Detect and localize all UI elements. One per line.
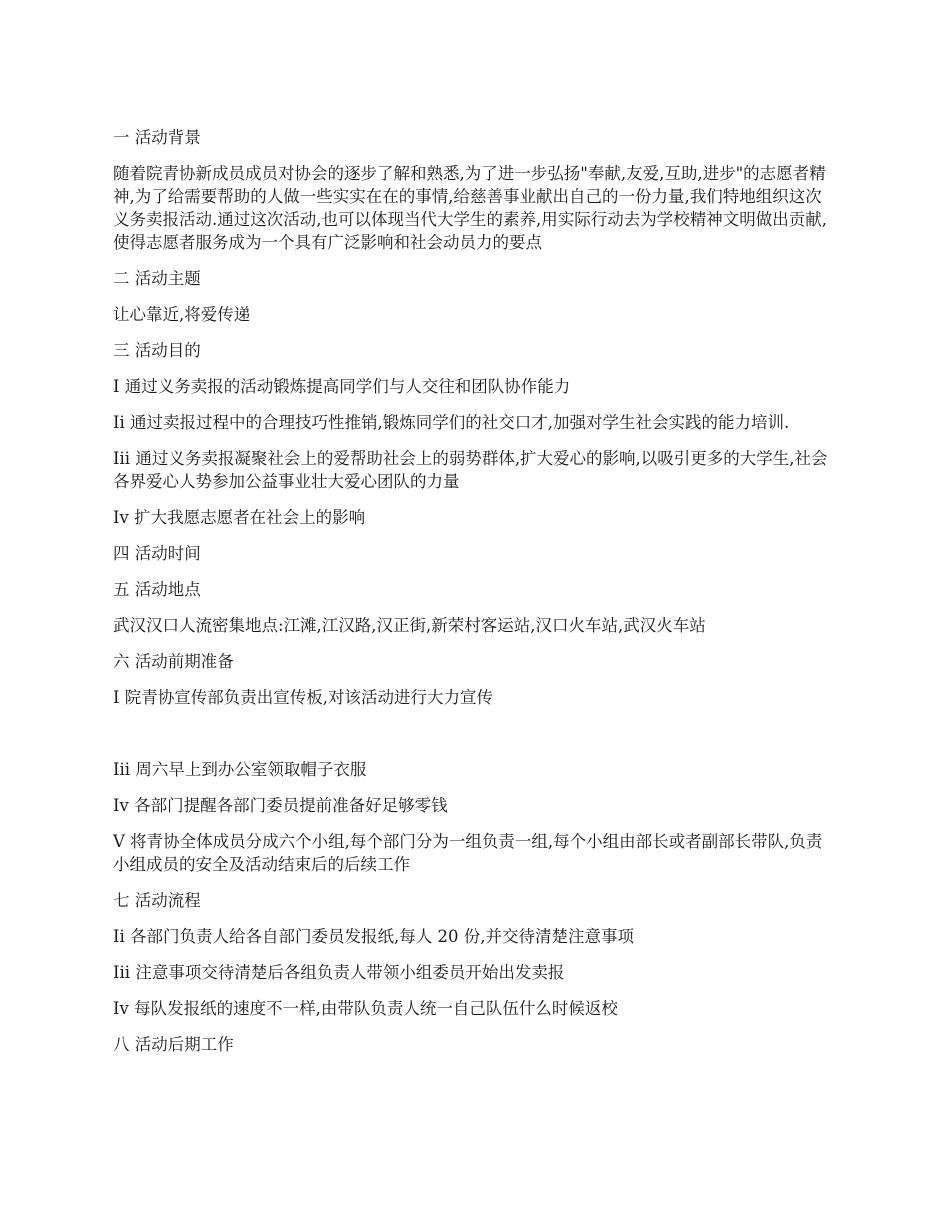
preparation-item-4: Iv 各部门提醒各部门委员提前准备好足够零钱 — [113, 796, 448, 815]
purpose-item-1: I 通过义务卖报的活动锻炼提高同学们与人交往和团队协作能力 — [113, 377, 571, 396]
process-item-2: Ii 各部门负责人给各自部门委员发报纸,每人 20 份,并交待清楚注意事项 — [113, 927, 635, 946]
heading-location: 五 活动地点 — [113, 580, 201, 599]
heading-time: 四 活动时间 — [113, 544, 201, 563]
heading-purpose: 三 活动目的 — [113, 341, 201, 360]
blank-gap — [113, 722, 833, 758]
document-body — [113, 126, 833, 1069]
paragraph-location: 武汉汉口人流密集地点:江滩,江汉路,汉正街,新荣村客运站,汉口火车站,武汉火车站 — [113, 616, 706, 635]
preparation-item-1: I 院青协宣传部负责出宣传板,对该活动进行大力宣传 — [113, 688, 494, 707]
purpose-item-3: Iii 通过义务卖报凝聚社会上的爱帮助社会上的弱势群体,扩大爱心的影响,以吸引更多的大学生,社会各界爱心人势参加公益事业壮大爱心团队的力量 — [113, 449, 828, 491]
purpose-item-2: Ii 通过卖报过程中的合理技巧性推销,锻炼同学们的社交口才,加强对学生社会实践的能力培训. — [113, 413, 790, 432]
heading-process: 七 活动流程 — [113, 891, 201, 910]
heading-background: 一 活动背景 — [113, 128, 201, 147]
heading-theme: 二 活动主题 — [113, 269, 201, 288]
heading-preparation: 六 活动前期准备 — [113, 652, 234, 671]
process-item-4: Iv 每队发报纸的速度不一样,由带队负责人统一自己队伍什么时候返校 — [113, 999, 618, 1018]
preparation-item-5: V 将青协全体成员分成六个小组,每个部门分为一组负责一组,每个小组由部长或者副部长带队,负责小组成员的安全及活动结束后的后续工作 — [113, 832, 823, 874]
preparation-item-3: Iii 周六早上到办公室领取帽子衣服 — [113, 760, 367, 779]
paragraph-background: 随着院青协新成员成员对协会的逐步了解和熟悉,为了进一步弘扬"奉献,友爱,互助,进步"的志愿者精神,为了给需要帮助的人做一些实实在在的事情,给慈善事业献出自己的一份力量,我们特地组织这次义务卖报活动.通过这次活动,也可以体现当代大学生的素养,用实际行动去为学校精神文明做出贡献,使得志愿者服务成为一个具有广泛影响和社会动员力的要点 — [113, 164, 827, 252]
purpose-item-4: Iv 扩大我愿志愿者在社会上的影响 — [113, 508, 366, 527]
heading-followup: 八 活动后期工作 — [113, 1035, 234, 1054]
process-item-3: Iii 注意事项交待清楚后各组负责人带领小组委员开始出发卖报 — [113, 963, 565, 982]
paragraph-theme: 让心靠近,将爱传递 — [113, 305, 251, 324]
